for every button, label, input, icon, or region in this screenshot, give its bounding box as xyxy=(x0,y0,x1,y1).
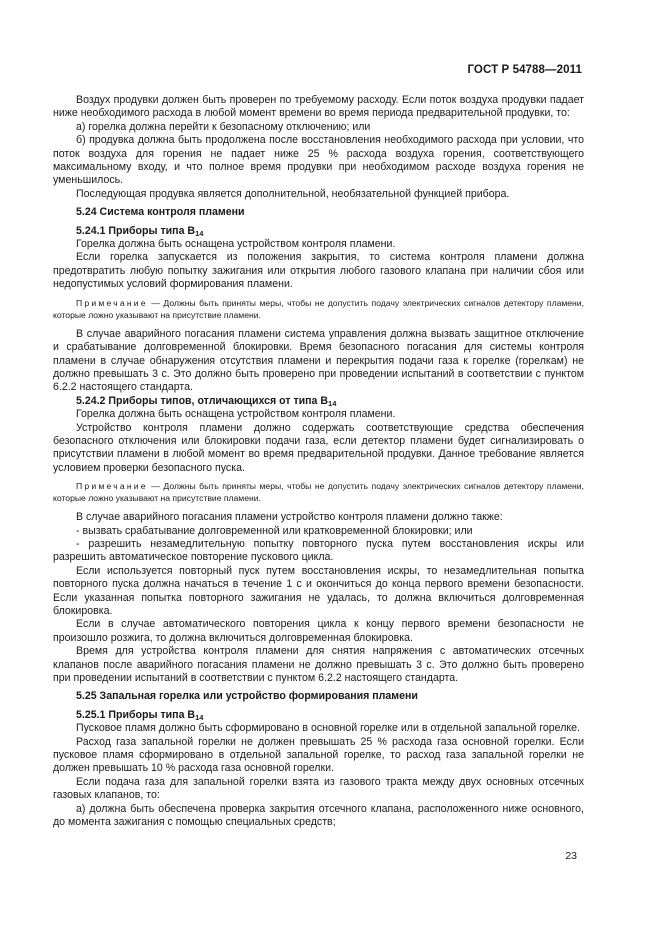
paragraph: Последующая продувка является дополнительной, необязательной функцией прибора. xyxy=(76,187,510,200)
note-text: — Должны быть приняты меры, чтобы не допустить подачу электрических сигналов детектору пламени, которые ложно указывают на присутствие пламени. xyxy=(53,481,584,504)
note-label: Примечание xyxy=(76,481,148,492)
heading-subscript: 14 xyxy=(195,228,204,238)
document-body xyxy=(53,94,584,830)
heading-text: 5.25.1 Приборы типа B xyxy=(76,708,196,721)
list-item: а) горелка должна перейти к безопасному отключению; или xyxy=(76,120,371,133)
paragraph: Горелка должна быть оснащена устройством контроля пламени. xyxy=(76,408,396,421)
paragraph: Устройство контроля пламени должно содержать соответствующие средства обеспечения безопасного отключения или блокировки подачи газа, если детектор пламени будет сигнализировать о присутствии пламени в любой момент во время предварительной продувки. Данное требование является условием проверки безопасного пуска. xyxy=(53,421,584,474)
paragraph: Расход газа запальной горелки не должен превышать 25 % расхода газа основной горелки. Если пусковое пламя сформировано в отдельной запальной горелке, то расход газа запальной горелки не должен превышать 10 % расхода газа основной горелки. xyxy=(53,735,584,775)
list-item: - разрешить незамедлительную попытку повторного пуска путем восстановления искры или разрешить автоматическое повторение пускового цикла. xyxy=(53,537,584,564)
list-item: б) продувка должна быть продолжена после восстановления необходимого расхода при условии, что поток воздуха для горения не падает ниже 25 % расхода воздуха горения, соответствующего максимальному входу, и что полное время продувки при необходимом расходе воздуха горения не уменьшилось. xyxy=(53,134,584,187)
note-text: — Должны быть приняты меры, чтобы не допустить подачу электрических сигналов детектору пламени, которые ложно указывают на присутствие пламени. xyxy=(53,297,584,320)
section-heading-5-25: 5.25 Запальная горелка или устройство формирования пламени xyxy=(76,690,418,703)
note xyxy=(53,297,584,321)
heading-subscript: 14 xyxy=(195,712,204,722)
paragraph: Если горелка запускается из положения закрытия, то система контроля пламени должна предотвратить любую попытку зажигания или открытия любого газового клапана при наличии сбоя или недопустимых условий формирования пламени. xyxy=(53,251,584,291)
note xyxy=(53,480,584,504)
paragraph: Горелка должна быть оснащена устройством контроля пламени. xyxy=(76,238,396,251)
section-heading-5-24: 5.24 Система контроля пламени xyxy=(76,206,245,219)
paragraph: Если в случае автоматического повторения цикла к концу первого времени безопасности не произошло розжига, то должна включиться долговременная блокировка. xyxy=(53,618,584,644)
note-label: Примечание xyxy=(76,297,148,308)
heading-text: 5.24.2 Приборы типов, отличающихся от типа B xyxy=(76,394,329,407)
paragraph: В случае аварийного погасания пламени устройство контроля пламени должно также: xyxy=(76,511,503,524)
paragraph: Пусковое пламя должно быть сформировано в основной горелке или в отдельной запальной горелке. xyxy=(76,722,580,735)
section-heading-5-24-1 xyxy=(53,225,584,238)
section-heading-5-24-2 xyxy=(53,395,584,408)
heading-text: 5.24.1 Приборы типа B xyxy=(76,224,196,237)
paragraph: В случае аварийного погасания пламени система управления должна вызвать защитное отключение и срабатывание долговременной блокировки. Время безопасного погасания для системы контроля пламени в случае обнаружения отсутствия пламени и перекрытия подачи газа к горелке (горелкам) не должно превышать 3 с. Это должно быть проверено при проведении испытаний в соответствии с пунктом 6.2.2 настоящего стандарта. xyxy=(53,327,584,394)
paragraph: Если используется повторный пуск путем восстановления искры, то незамедлительная попытка повторного пуска должна начаться в течение 1 с и окончиться до конца первого времени безопасности. Если указанная попытка повторного зажигания не удалась, то должна включиться долговременная блокировка. xyxy=(53,564,584,617)
list-item: а) должна быть обеспечена проверка закрытия отсечного клапана, расположенного ниже основного, до момента зажигания с помощью специальных средств; xyxy=(53,802,584,829)
page-number: 23 xyxy=(565,850,577,862)
heading-subscript: 14 xyxy=(328,398,337,408)
section-heading-5-25-1 xyxy=(53,709,584,722)
list-item: - вызвать срабатывание долговременной или кратковременной блокировки; или xyxy=(76,524,473,537)
paragraph: Если подача газа для запальной горелки взята из газового тракта между двух основных отсечных газовых клапанов, то: xyxy=(53,775,584,802)
document-code: ГОСТ Р 54788—2011 xyxy=(467,64,582,76)
paragraph: Воздух продувки должен быть проверен по требуемому расходу. Если поток воздуха продувки падает ниже необходимого расхода в любой момент времени во время периода предварительной продувки, то: xyxy=(53,94,584,120)
paragraph: Время для устройства контроля пламени для снятия напряжения с автоматических отсечных клапанов после аварийного погасания пламени не должно превышать 3 с. Это должно быть проверено при проведении испытаний в соответствии с пунктом 6.2.2 настоящего стандарта. xyxy=(53,645,584,685)
